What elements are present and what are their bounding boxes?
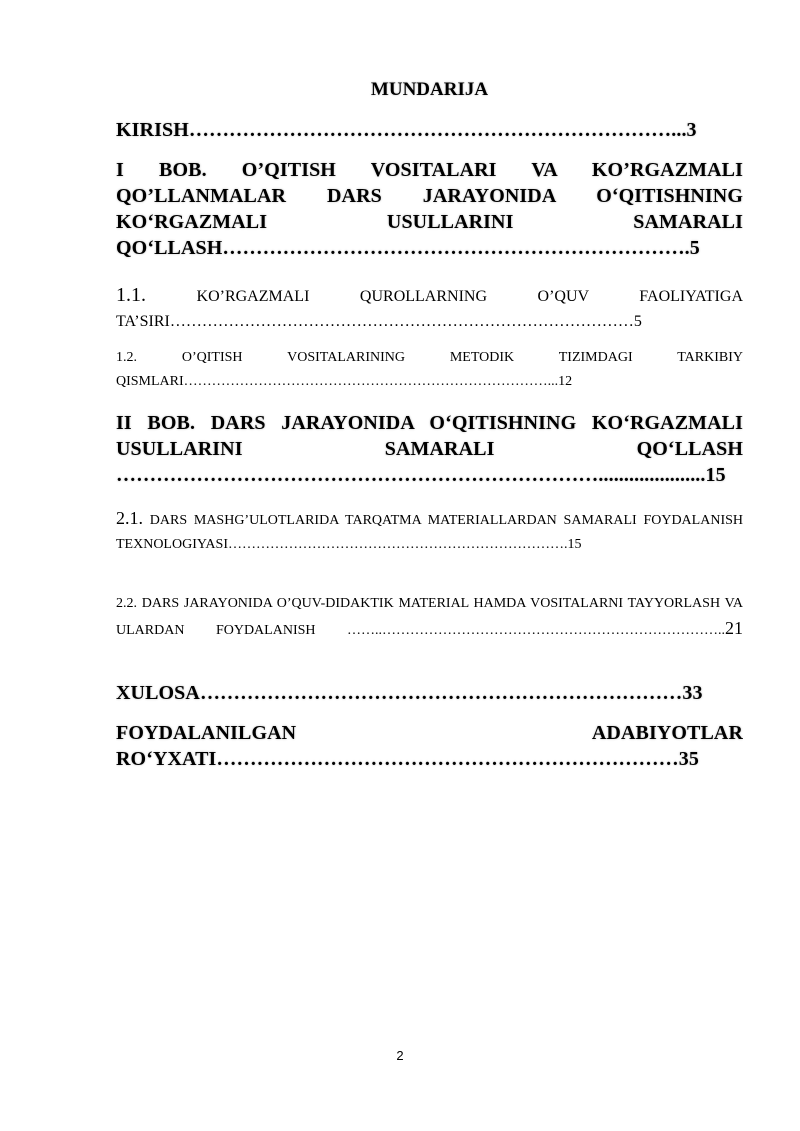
section-text: DARS MASHG’ULOTLARIDA TARQATMA MATERIALLARDAN SAMARALI FOYDALANISH TEXNOLOGIYASI……………………………………………………………….15 (116, 513, 743, 552)
toc-entry-section-2-1 (116, 506, 743, 557)
toc-entry-chapter-2: II BOB. DARS JARAYONIDA O‘QITISHNING KO‘RGAZMALI USULLARINI SAMARALI QO‘LLASH ……………………………………………………………….....................15 (116, 412, 743, 486)
toc-title: MUNDARIJA (370, 79, 489, 100)
toc-entry-section-1-1 (116, 283, 743, 334)
toc-entry-xulosa: XULOSA………………………………………………………………33 (116, 682, 703, 704)
toc-entry-section-2-2 (116, 592, 743, 643)
page-number: 2 (396, 1048, 404, 1063)
section-number: 1.1. (116, 284, 146, 306)
toc-entry-chapter-1: I BOB. O’QITISH VOSITALARI VA KO’RGAZMALI QO’LLANMALAR DARS JARAYONIDA O‘QITISHNING KO‘RGAZMALI USULLARINI SAMARALI QO‘LLASH…………………………………………………………….5 (116, 159, 743, 259)
section-page-number: 21 (725, 618, 743, 638)
toc-entry-bibliography: FOYDALANILGAN ADABIYOTLAR RO‘YXATI……………………………………………………………35 (116, 722, 743, 770)
section-text: KO’RGAZMALI QUROLLARNING O’QUV FAOLIYATIGA TA’SIRI……………………………………………………………………………5 (116, 288, 743, 330)
section-text: 2.2. DARS JARAYONIDA O’QUV-DIDAKTIK MATERIAL HAMDA VOSITALARNI TAYYORLASH VA ULARDAN FOYDALANISH ……..……………………………………………………………….. (116, 596, 743, 638)
section-number: 2.1. (116, 508, 143, 528)
toc-entry-section-1-2: 1.2. O’QITISH VOSITALARINING METODIK TIZIMDAGI TARKIBIY QISMLARI……………………………………………………………………...12 (116, 350, 743, 389)
toc-entry-kirish: KIRISH………………………………………………………………...3 (116, 119, 697, 141)
